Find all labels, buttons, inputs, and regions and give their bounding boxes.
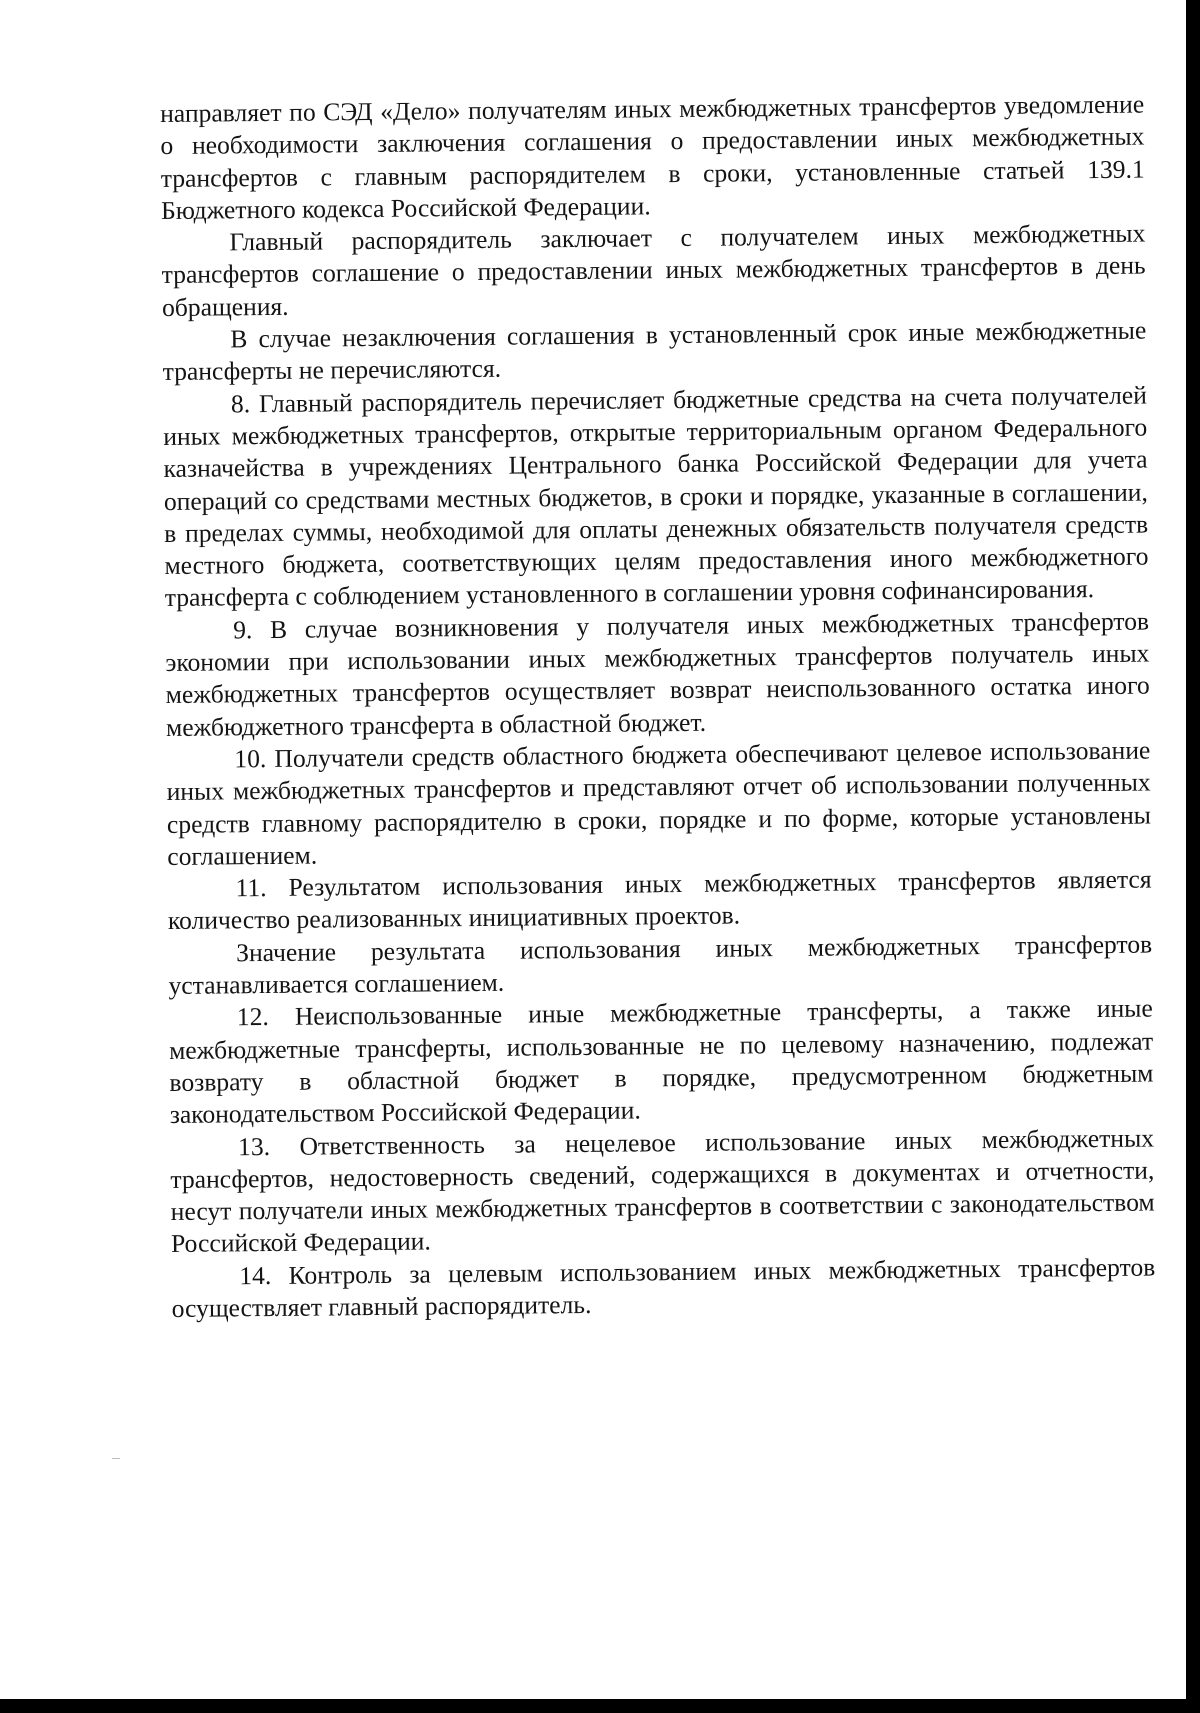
paragraph-item-11: 11. Результатом использования иных межбюджетных трансфертов является количество реализованных инициативных проектов. [167, 864, 1152, 936]
paragraph-item-12: 12. Неиспользованные иные межбюджетные трансферты, а также иные межбюджетные трансферты, использованные не по целевому назначению, подлежат возврату в областной бюджет в порядке, предусмотренном бюджетным законодательством Российской Федерации. [169, 993, 1154, 1130]
scan-border-bottom [0, 1699, 1200, 1713]
paragraph-item-10: 10. Получатели средств областного бюджета обеспечивают целевое использование иных межбюджетных трансфертов и представляют отчет об использовании полученных средств главному распорядителю в сроки, порядке и по форме, которые установлены соглашением. [166, 735, 1152, 871]
paragraph-agreement-conclusion: Главный распорядитель заключает с получателем иных межбюджетных трансфертов соглашение о предоставлении иных межбюджетных трансфертов в день обращения. [161, 218, 1146, 322]
paragraph-item-8: 8. Главный распорядитель перечисляет бюджетные средства на счета получателей иных межбюджетных трансфертов, открытые территориальным органом Федерального казначейства в учреждениях Центрального банка Российской Федерации для учета операций со средствами местных бюджетов, в сроки и порядке, указанные в соглашении, в пределах суммы, необходимой для оплаты денежных обязательств получателя средств местного бюджета, соответствующих целям предоставления иного межбюджетного трансферта с соблюдением установленного в соглашении уровня софинансирования. [163, 380, 1149, 613]
paragraph-result-value: Значение результата использования иных межбюджетных трансфертов устанавливается соглашением. [168, 929, 1153, 1000]
paragraph-notification: направляет по СЭД «Дело» получателям иных межбюджетных трансфертов уведомление о необходимости заключения соглашения о предоставлении иных межбюджетных трансфертов с главным распорядителем в сроки, установленные статьей 139.1 Бюджетного кодекса Российской Федерации. [160, 89, 1145, 225]
scan-border-right [1186, 0, 1200, 1713]
paragraph-non-conclusion: В случае незаключения соглашения в установленный срок иные межбюджетные трансферты не перечисляются. [162, 315, 1147, 387]
paragraph-item-13: 13. Ответственность за нецелевое использование иных межбюджетных трансфертов, недостоверность сведений, содержащихся в документах и отчетности, несут получатели иных межбюджетных трансфертов в соответствии с законодательством Российской Федерации. [170, 1123, 1155, 1259]
document-body [160, 89, 1156, 1326]
paragraph-item-9: 9. В случае возникновения у получателя иных межбюджетных трансфертов экономии при использовании иных межбюджетных трансфертов получатель иных межбюджетных трансфертов осуществляет возврат неиспользованного остатка иного межбюджетного трансферта в областной бюджет. [165, 606, 1150, 742]
paragraph-item-14: 14. Контроль за целевым использованием иных межбюджетных трансфертов осуществляет главный распорядитель. [171, 1252, 1156, 1323]
scan-speck [112, 1458, 120, 1459]
